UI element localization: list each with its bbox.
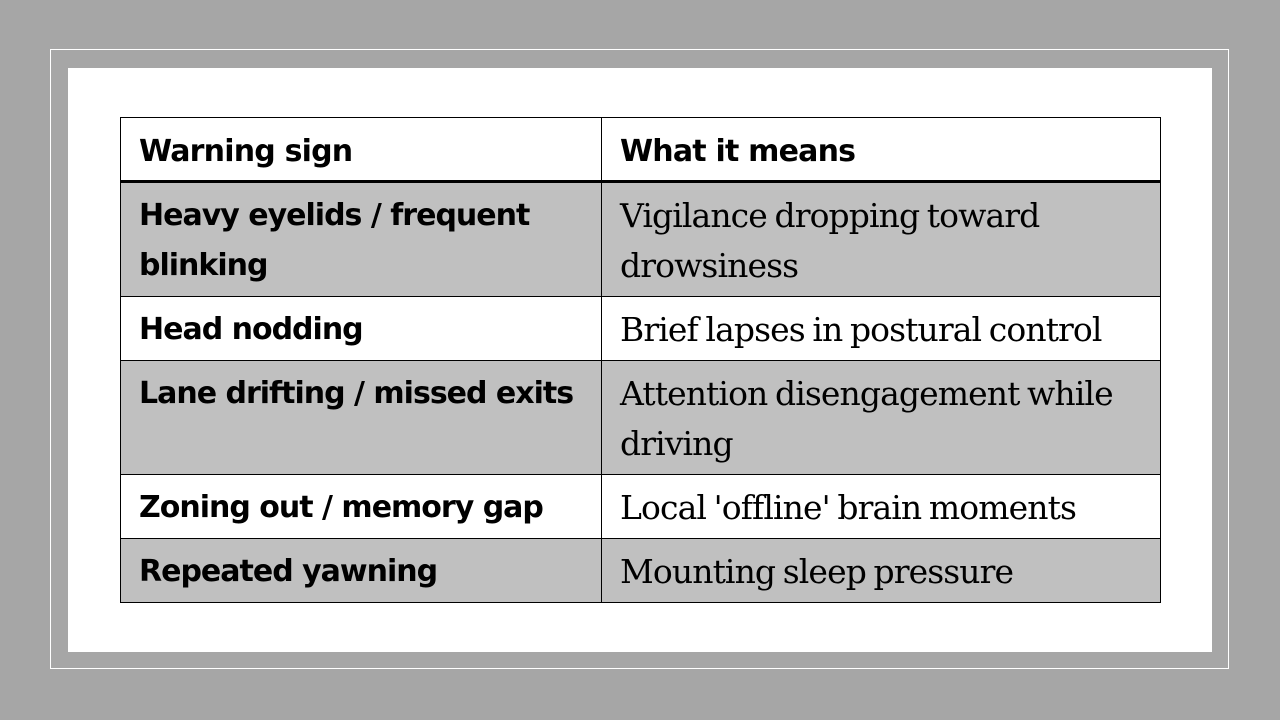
table-row — [121, 475, 1161, 539]
meaning-cell: Vigilance dropping toward drowsiness — [602, 182, 1161, 297]
meaning-cell: Mounting sleep pressure — [602, 539, 1161, 603]
header-what-it-means: What it means — [602, 118, 1161, 182]
table-header-row — [121, 118, 1161, 182]
warning-sign-cell: Zoning out / memory gap — [121, 475, 602, 539]
warning-sign-cell: Repeated yawning — [121, 539, 602, 603]
meaning-cell: Brief lapses in postural control — [602, 297, 1161, 361]
table-row — [121, 182, 1161, 297]
table-row — [121, 297, 1161, 361]
warning-signs-table — [120, 117, 1161, 603]
slide-panel — [68, 68, 1212, 652]
table-row — [121, 539, 1161, 603]
meaning-cell: Local 'offline' brain moments — [602, 475, 1161, 539]
warning-sign-cell: Lane drifting / missed exits — [121, 361, 602, 475]
meaning-cell: Attention disengagement while driving — [602, 361, 1161, 475]
warning-sign-cell: Head nodding — [121, 297, 602, 361]
warning-sign-cell: Heavy eyelids / frequent blinking — [121, 182, 602, 297]
header-warning-sign: Warning sign — [121, 118, 602, 182]
table-row — [121, 361, 1161, 475]
